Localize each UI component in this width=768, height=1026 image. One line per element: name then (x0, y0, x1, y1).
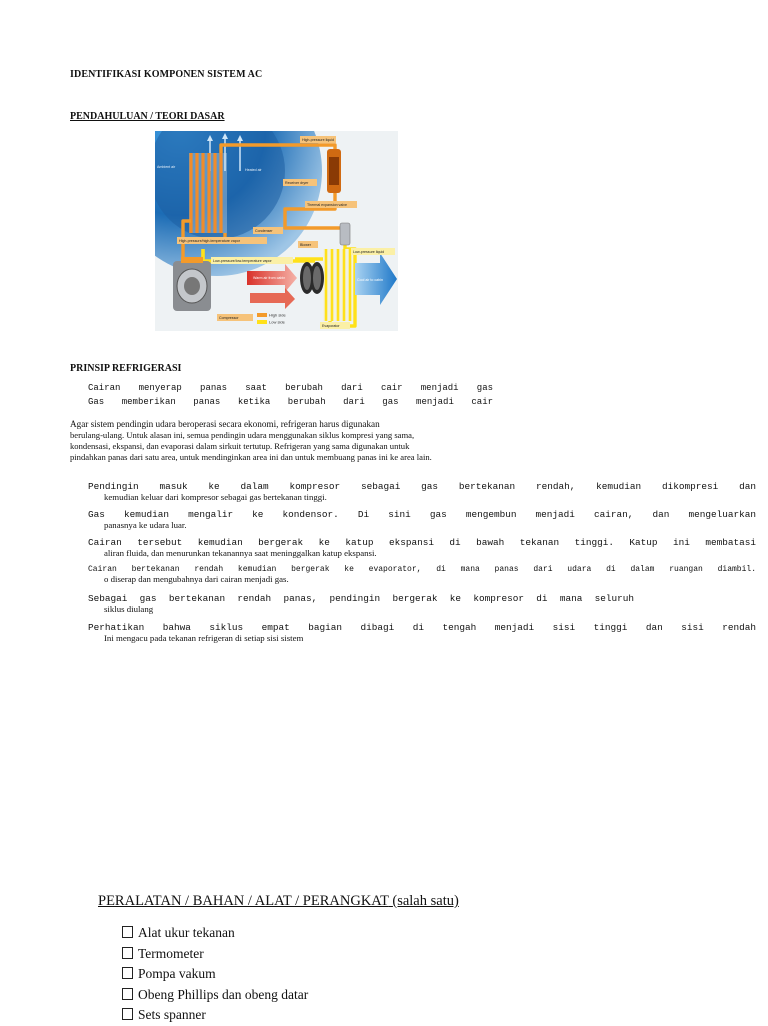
checkbox-icon[interactable] (122, 988, 133, 1000)
svg-text:Compressor: Compressor (219, 316, 239, 320)
svg-text:Evaporator: Evaporator (322, 324, 340, 328)
intro-paragraph: Agar sistem pendingin udara beroperasi secara ekonomi, refrigeran harus digunakan berulang-ulang. Untuk alasan ini, semua pendingin udara menggunakan siklus kompresi yang sama, kondensasi, ekspansi, dan evaporasi dalam sirkuit tertutup. Refrigeran yang sama digunakan untuk pindahkan panas dari satu area, untuk mendinginkan area ini dan untuk membuang panas ini ke area lain. (70, 419, 432, 462)
svg-text:Warm air from cabin: Warm air from cabin (253, 276, 286, 280)
step-item: Cairan tersebut kemudian bergerak ke katup ekspansi di bawah tekanan tinggi. Katup ini membatasi aliran fluida, dan menurunkan tekanannya saat meninggalkan katup ekspansi. (88, 537, 756, 558)
svg-text:Blower: Blower (300, 243, 311, 247)
svg-text:Thermal expansion valve: Thermal expansion valve (307, 203, 347, 207)
svg-text:Low side: Low side (269, 319, 285, 325)
svg-text:Heated air: Heated air (245, 168, 262, 172)
list-item[interactable]: Termometer (122, 944, 308, 965)
svg-text:High side: High side (269, 312, 286, 318)
checkbox-icon[interactable] (122, 947, 133, 959)
section-heading-tools: PERALATAN / BAHAN / ALAT / PERANGKAT (salah satu) (98, 893, 459, 909)
svg-text:Condenser: Condenser (255, 229, 273, 233)
list-item[interactable]: Obeng Phillips dan obeng datar (122, 985, 308, 1006)
step-item: Sebagai gas bertekanan rendah panas, pendingin bergerak ke kompresor di mana seluruh siklus diulang (88, 593, 634, 614)
svg-text:Receiver dryer: Receiver dryer (285, 181, 309, 185)
step-item: Perhatikan bahwa siklus empat bagian dibagi di tengah menjadi sisi tinggi dan sisi rendah Ini mengacu pada tekanan refrigeran di setiap sisi sistem (88, 622, 756, 643)
list-item[interactable]: Alat ukur tekanan (122, 923, 308, 944)
step-item: Pendingin masuk ke dalam kompresor sebagai gas bertekanan rendah, kemudian dikompresi dan kemudian keluar dari kompresor sebagai gas bertekanan tinggi. (88, 481, 756, 502)
svg-text:Low-pressure/low-temperature v: Low-pressure/low-temperature vapor (213, 259, 272, 263)
section-heading-principle: PRINSIP REFRIGERASI (70, 363, 182, 374)
principle-line: Cairan menyerap panas saat berubah dari cair menjadi gas (88, 383, 493, 393)
list-item[interactable]: Sets spanner (122, 1005, 308, 1026)
svg-text:Low-pressure liquid: Low-pressure liquid (353, 250, 385, 254)
page-title: IDENTIFIKASI KOMPONEN SISTEM AC (70, 69, 263, 80)
section-heading-intro: PENDAHULUAN / TEORI DASAR (70, 111, 225, 122)
step-item: Gas kemudian mengalir ke kondensor. Di sini gas mengembun menjadi cairan, dan mengeluarkan panasnya ke udara luar. (88, 509, 756, 530)
svg-text:High-pressure/high-temperature: High-pressure/high-temperature vapor (179, 239, 240, 243)
svg-text:Ambient air: Ambient air (157, 165, 176, 169)
svg-text:High-pressure liquid: High-pressure liquid (302, 138, 334, 142)
svg-text:Cool air to cabin: Cool air to cabin (357, 278, 383, 282)
checkbox-icon[interactable] (122, 926, 133, 938)
ac-system-diagram (155, 131, 398, 331)
list-item[interactable]: Pompa vakum (122, 964, 308, 985)
checkbox-icon[interactable] (122, 967, 133, 979)
tool-list (122, 923, 308, 1026)
checkbox-icon[interactable] (122, 1008, 133, 1020)
principle-line: Gas memberikan panas ketika berubah dari gas menjadi cair (88, 397, 493, 407)
step-item: Cairan bertekanan rendah kemudian bergerak ke evaporator, di mana panas dari udara di dalam ruangan diambil. o diserap dan mengubahnya dari cairan menjadi gas. (88, 565, 756, 584)
